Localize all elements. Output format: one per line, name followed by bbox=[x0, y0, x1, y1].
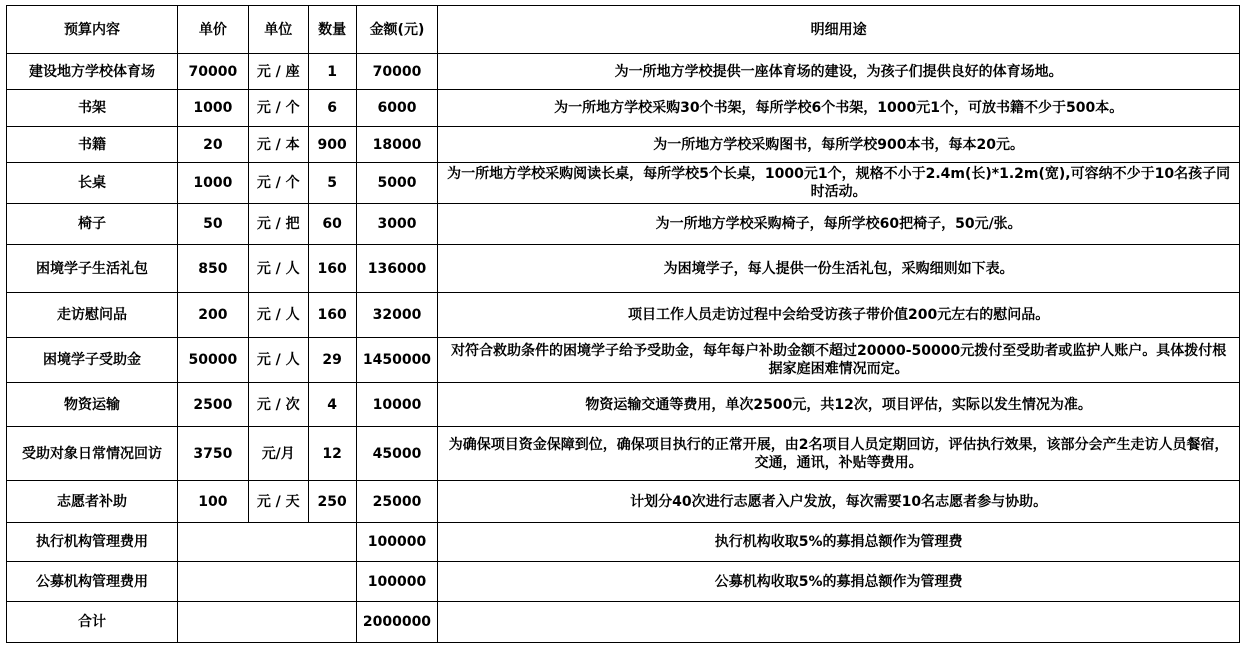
cell-amount: 25000 bbox=[356, 481, 438, 523]
budget-table-container bbox=[6, 5, 1240, 643]
cell-price: 850 bbox=[178, 245, 249, 293]
cell-unit: 元 / 人 bbox=[248, 245, 308, 293]
header-qty: 数量 bbox=[308, 6, 356, 54]
summary-item: 执行机构管理费用 bbox=[7, 523, 178, 562]
cell-purpose: 对符合救助条件的困境学子给予受助金，每年每户补助金额不超过20000-50000元拨付至受助者或监护人账户。具体拨付根据家庭困难情况而定。 bbox=[438, 338, 1240, 383]
cell-unit: 元 / 人 bbox=[248, 338, 308, 383]
summary-row bbox=[7, 562, 1240, 602]
cell-price: 1000 bbox=[178, 90, 249, 127]
summary-blank bbox=[178, 523, 357, 562]
total-blank bbox=[178, 602, 357, 643]
cell-price: 2500 bbox=[178, 383, 249, 427]
table-row bbox=[7, 204, 1240, 245]
cell-qty: 160 bbox=[308, 245, 356, 293]
cell-purpose: 项目工作人员走访过程中会给受访孩子带价值200元左右的慰问品。 bbox=[438, 293, 1240, 338]
cell-qty: 4 bbox=[308, 383, 356, 427]
table-row bbox=[7, 163, 1240, 204]
cell-item: 受助对象日常情况回访 bbox=[7, 427, 178, 481]
table-row bbox=[7, 54, 1240, 90]
table-row bbox=[7, 90, 1240, 127]
cell-price: 70000 bbox=[178, 54, 249, 90]
cell-unit: 元 / 次 bbox=[248, 383, 308, 427]
total-amount: 2000000 bbox=[356, 602, 438, 643]
cell-unit: 元 / 个 bbox=[248, 90, 308, 127]
summary-amount: 100000 bbox=[356, 562, 438, 602]
cell-purpose: 计划分40次进行志愿者入户发放，每次需要10名志愿者参与协助。 bbox=[438, 481, 1240, 523]
total-label: 合计 bbox=[7, 602, 178, 643]
header-purpose: 明细用途 bbox=[438, 6, 1240, 54]
cell-item: 建设地方学校体育场 bbox=[7, 54, 178, 90]
header-item: 预算内容 bbox=[7, 6, 178, 54]
cell-amount: 70000 bbox=[356, 54, 438, 90]
table-row bbox=[7, 383, 1240, 427]
table-header bbox=[7, 6, 1240, 54]
cell-qty: 160 bbox=[308, 293, 356, 338]
summary-row bbox=[7, 523, 1240, 562]
cell-price: 50 bbox=[178, 204, 249, 245]
summary-blank bbox=[178, 562, 357, 602]
cell-amount: 18000 bbox=[356, 127, 438, 163]
cell-amount: 3000 bbox=[356, 204, 438, 245]
cell-item: 椅子 bbox=[7, 204, 178, 245]
cell-unit: 元 / 把 bbox=[248, 204, 308, 245]
cell-unit: 元 / 人 bbox=[248, 293, 308, 338]
cell-purpose: 物资运输交通等费用，单次2500元，共12次，项目评估，实际以发生情况为准。 bbox=[438, 383, 1240, 427]
cell-item: 物资运输 bbox=[7, 383, 178, 427]
cell-amount: 5000 bbox=[356, 163, 438, 204]
header-amount: 金额(元) bbox=[356, 6, 438, 54]
cell-item: 书籍 bbox=[7, 127, 178, 163]
table-body bbox=[7, 54, 1240, 643]
summary-amount: 100000 bbox=[356, 523, 438, 562]
cell-qty: 900 bbox=[308, 127, 356, 163]
table-row bbox=[7, 481, 1240, 523]
cell-purpose: 为一所地方学校采购图书，每所学校900本书，每本20元。 bbox=[438, 127, 1240, 163]
cell-item: 困境学子生活礼包 bbox=[7, 245, 178, 293]
cell-item: 走访慰问品 bbox=[7, 293, 178, 338]
cell-price: 50000 bbox=[178, 338, 249, 383]
cell-qty: 1 bbox=[308, 54, 356, 90]
table-row bbox=[7, 338, 1240, 383]
cell-qty: 60 bbox=[308, 204, 356, 245]
summary-purpose: 公募机构收取5%的募捐总额作为管理费 bbox=[438, 562, 1240, 602]
total-row bbox=[7, 602, 1240, 643]
cell-item: 志愿者补助 bbox=[7, 481, 178, 523]
cell-qty: 29 bbox=[308, 338, 356, 383]
cell-qty: 12 bbox=[308, 427, 356, 481]
summary-item: 公募机构管理费用 bbox=[7, 562, 178, 602]
cell-amount: 136000 bbox=[356, 245, 438, 293]
cell-amount: 32000 bbox=[356, 293, 438, 338]
cell-unit: 元 / 本 bbox=[248, 127, 308, 163]
cell-unit: 元 / 天 bbox=[248, 481, 308, 523]
cell-unit: 元/月 bbox=[248, 427, 308, 481]
budget-table bbox=[6, 5, 1240, 643]
cell-amount: 1450000 bbox=[356, 338, 438, 383]
cell-purpose: 为一所地方学校采购阅读长桌，每所学校5个长桌，1000元1个，规格不小于2.4m(长)*1.2m(宽),可容纳不少于10名孩子同时活动。 bbox=[438, 163, 1240, 204]
cell-purpose: 为一所地方学校采购30个书架，每所学校6个书架，1000元1个，可放书籍不少于500本。 bbox=[438, 90, 1240, 127]
cell-purpose: 为一所地方学校采购椅子，每所学校60把椅子，50元/张。 bbox=[438, 204, 1240, 245]
header-unit: 单位 bbox=[248, 6, 308, 54]
cell-qty: 250 bbox=[308, 481, 356, 523]
cell-unit: 元 / 座 bbox=[248, 54, 308, 90]
cell-qty: 5 bbox=[308, 163, 356, 204]
cell-item: 困境学子受助金 bbox=[7, 338, 178, 383]
table-row bbox=[7, 245, 1240, 293]
cell-purpose: 为一所地方学校提供一座体育场的建设，为孩子们提供良好的体育场地。 bbox=[438, 54, 1240, 90]
header-row bbox=[7, 6, 1240, 54]
cell-purpose: 为困境学子，每人提供一份生活礼包，采购细则如下表。 bbox=[438, 245, 1240, 293]
table-row bbox=[7, 427, 1240, 481]
summary-purpose: 执行机构收取5%的募捐总额作为管理费 bbox=[438, 523, 1240, 562]
cell-unit: 元 / 个 bbox=[248, 163, 308, 204]
cell-qty: 6 bbox=[308, 90, 356, 127]
cell-price: 200 bbox=[178, 293, 249, 338]
cell-amount: 6000 bbox=[356, 90, 438, 127]
header-price: 单价 bbox=[178, 6, 249, 54]
cell-item: 书架 bbox=[7, 90, 178, 127]
cell-item: 长桌 bbox=[7, 163, 178, 204]
table-row bbox=[7, 293, 1240, 338]
cell-price: 3750 bbox=[178, 427, 249, 481]
cell-purpose: 为确保项目资金保障到位，确保项目执行的正常开展，由2名项目人员定期回访，评估执行效果，该部分会产生走访人员餐宿，交通，通讯，补贴等费用。 bbox=[438, 427, 1240, 481]
cell-price: 100 bbox=[178, 481, 249, 523]
table-row bbox=[7, 127, 1240, 163]
total-purpose bbox=[438, 602, 1240, 643]
cell-price: 1000 bbox=[178, 163, 249, 204]
cell-amount: 10000 bbox=[356, 383, 438, 427]
cell-price: 20 bbox=[178, 127, 249, 163]
cell-amount: 45000 bbox=[356, 427, 438, 481]
